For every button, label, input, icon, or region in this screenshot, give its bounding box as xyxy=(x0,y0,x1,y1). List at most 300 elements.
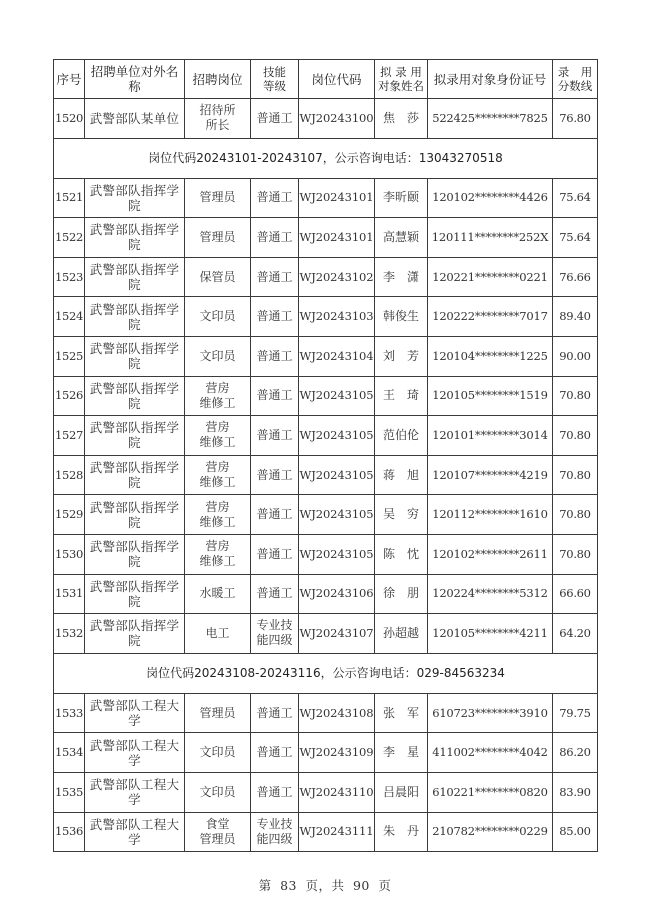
cell-position-code-text: WJ20243108 xyxy=(299,705,374,720)
table-row xyxy=(54,495,598,535)
cell-id-number xyxy=(428,772,553,812)
cell-org-text: 武警部队工程大学 xyxy=(89,816,180,847)
cell-position-text: 文印员 xyxy=(199,309,236,324)
footer-prefix: 第 xyxy=(258,878,272,893)
cell-position-code-text: WJ20243105 xyxy=(299,388,374,403)
cell-index-text: 1530 xyxy=(54,546,84,561)
cell-skill-level xyxy=(251,376,299,416)
cell-candidate-name-text: 刘 芳 xyxy=(382,348,419,363)
table-row xyxy=(54,455,598,495)
header-position-code: 岗位代码 xyxy=(299,60,375,99)
cell-position-text: 管理员 xyxy=(199,705,236,720)
cell-position xyxy=(185,257,251,297)
cell-position-code-text: WJ20243100 xyxy=(299,110,374,125)
cell-score xyxy=(553,416,598,456)
cell-candidate-name xyxy=(375,534,428,574)
cell-index xyxy=(54,574,85,614)
cell-position xyxy=(185,376,251,416)
cell-index xyxy=(54,257,85,297)
cell-position-code-text: WJ20243105 xyxy=(299,507,374,522)
cell-id-number-text: 522425********7825 xyxy=(432,110,548,125)
cell-score xyxy=(553,574,598,614)
cell-index xyxy=(54,297,85,337)
cell-position xyxy=(185,772,251,812)
cell-position-code-text: WJ20243105 xyxy=(299,467,374,482)
cell-position-code-text: WJ20243110 xyxy=(299,784,374,799)
cell-org-text: 武警部队指挥学院 xyxy=(89,222,180,253)
cell-score-text: 66.60 xyxy=(559,586,591,601)
cell-skill-level xyxy=(251,257,299,297)
cell-id-number-text: 120105********4211 xyxy=(432,625,548,640)
table-row xyxy=(54,614,598,654)
cell-position-text: 文印员 xyxy=(199,348,236,363)
cell-candidate-name-text: 徐 朋 xyxy=(382,586,419,601)
cell-candidate-name-text: 范伯伦 xyxy=(382,427,419,442)
table-row xyxy=(54,218,598,258)
cell-candidate-name-text: 吴 穷 xyxy=(382,507,419,522)
cell-position-code xyxy=(299,257,375,297)
total-page-count: 90 xyxy=(352,878,370,893)
cell-org-text: 武警部队指挥学院 xyxy=(89,380,180,411)
cell-position-code-text: WJ20243105 xyxy=(299,427,374,442)
cell-id-number xyxy=(428,614,553,654)
cell-id-number xyxy=(428,693,553,733)
footer-middle: 页，共 xyxy=(305,878,345,893)
cell-org-text: 武警部队指挥学院 xyxy=(89,420,180,451)
table-row xyxy=(54,812,598,852)
cell-candidate-name xyxy=(375,376,428,416)
cell-org-text: 武警部队指挥学院 xyxy=(89,341,180,372)
cell-skill-level xyxy=(251,693,299,733)
cell-index-text: 1535 xyxy=(54,784,84,799)
cell-position-code-text: WJ20243102 xyxy=(299,269,374,284)
cell-score xyxy=(553,178,598,218)
cell-skill-level xyxy=(251,218,299,258)
cell-index-text: 1520 xyxy=(54,110,84,125)
cell-org-text: 武警部队指挥学院 xyxy=(89,262,180,293)
cell-id-number xyxy=(428,376,553,416)
cell-position-code xyxy=(299,614,375,654)
cell-skill-level-text: 普通工 xyxy=(256,467,293,482)
current-page-number: 83 xyxy=(280,878,297,893)
cell-index-text: 1523 xyxy=(54,269,84,284)
cell-index-text: 1532 xyxy=(54,625,84,640)
header-skill-level: 技能 等级 xyxy=(251,60,299,99)
cell-score-text: 70.80 xyxy=(559,427,591,442)
table-header-row xyxy=(54,60,598,99)
cell-position xyxy=(185,495,251,535)
cell-position-text: 营房 维修工 xyxy=(199,539,236,569)
cell-position-text: 食堂 管理员 xyxy=(199,816,236,846)
cell-org-text: 武警部队指挥学院 xyxy=(89,182,180,213)
table-row xyxy=(54,772,598,812)
cell-org-text: 武警部队指挥学院 xyxy=(89,578,180,609)
table-row xyxy=(54,733,598,773)
cell-position xyxy=(185,455,251,495)
cell-index xyxy=(54,178,85,218)
cell-score xyxy=(553,812,598,852)
cell-position-code-text: WJ20243111 xyxy=(299,824,374,839)
cell-org-text: 武警部队指挥学院 xyxy=(89,539,180,570)
cell-candidate-name xyxy=(375,178,428,218)
cell-index xyxy=(54,336,85,376)
cell-org xyxy=(85,534,185,574)
cell-position xyxy=(185,733,251,773)
cell-index xyxy=(54,455,85,495)
cell-skill-level-text: 专业技 能四级 xyxy=(256,618,293,648)
cell-skill-level xyxy=(251,812,299,852)
cell-candidate-name-text: 李昕颐 xyxy=(382,190,419,205)
cell-org-text: 武警部队某单位 xyxy=(89,110,180,126)
cell-candidate-name xyxy=(375,455,428,495)
cell-index xyxy=(54,693,85,733)
cell-position-code xyxy=(299,99,375,139)
cell-id-number-text: 610221********0820 xyxy=(432,784,548,799)
cell-score xyxy=(553,336,598,376)
header-id-number: 拟录用对象身份证号 xyxy=(428,60,553,99)
cell-index xyxy=(54,416,85,456)
cell-candidate-name-text: 孙超越 xyxy=(382,625,419,640)
table-row xyxy=(54,257,598,297)
cell-id-number xyxy=(428,336,553,376)
table-row xyxy=(54,574,598,614)
cell-score xyxy=(553,614,598,654)
cell-position-text: 招待所 所长 xyxy=(199,103,236,133)
cell-id-number-text: 120221********0221 xyxy=(432,269,548,284)
header-score-line: 录 用 分数线 xyxy=(553,60,598,99)
cell-index-text: 1528 xyxy=(54,467,84,482)
cell-position-code-text: WJ20243105 xyxy=(299,546,374,561)
cell-id-number-text: 120102********4426 xyxy=(432,190,548,205)
cell-candidate-name-text: 朱 丹 xyxy=(382,824,419,839)
header-org: 招聘单位对外名称 xyxy=(85,60,185,99)
cell-id-number xyxy=(428,812,553,852)
cell-position-code-text: WJ20243104 xyxy=(299,348,374,363)
cell-score xyxy=(553,99,598,139)
cell-org xyxy=(85,733,185,773)
cell-score-text: 76.80 xyxy=(559,110,591,125)
cell-index xyxy=(54,495,85,535)
cell-position-text: 保管员 xyxy=(199,269,236,284)
cell-id-number xyxy=(428,495,553,535)
cell-position-code xyxy=(299,733,375,773)
cell-candidate-name xyxy=(375,218,428,258)
cell-candidate-name-text: 高慧颖 xyxy=(382,229,419,244)
cell-skill-level xyxy=(251,772,299,812)
cell-position-text: 文印员 xyxy=(199,784,236,799)
cell-skill-level xyxy=(251,574,299,614)
cell-id-number xyxy=(428,99,553,139)
cell-id-number-text: 120104********1225 xyxy=(432,348,548,363)
cell-skill-level xyxy=(251,416,299,456)
cell-score xyxy=(553,772,598,812)
cell-position-code xyxy=(299,495,375,535)
cell-id-number-text: 120105********1519 xyxy=(432,388,548,403)
cell-score xyxy=(553,495,598,535)
cell-candidate-name xyxy=(375,614,428,654)
cell-position xyxy=(185,614,251,654)
cell-position xyxy=(185,297,251,337)
cell-score-text: 83.90 xyxy=(559,784,591,799)
cell-candidate-name-text: 张 军 xyxy=(382,705,419,720)
cell-skill-level-text: 普通工 xyxy=(256,427,293,442)
table-row xyxy=(54,534,598,574)
cell-position-code xyxy=(299,693,375,733)
cell-id-number xyxy=(428,178,553,218)
cell-score xyxy=(553,218,598,258)
cell-skill-level-text: 普通工 xyxy=(256,348,293,363)
group-header-row xyxy=(54,653,598,693)
cell-position-text: 营房 维修工 xyxy=(199,420,236,450)
cell-id-number-text: 120101********3014 xyxy=(432,427,548,442)
cell-position xyxy=(185,218,251,258)
cell-index-text: 1526 xyxy=(54,388,84,403)
cell-candidate-name-text: 吕晨阳 xyxy=(382,784,419,799)
cell-org xyxy=(85,416,185,456)
cell-position-code xyxy=(299,178,375,218)
cell-skill-level-text: 普通工 xyxy=(256,784,293,799)
cell-org-text: 武警部队指挥学院 xyxy=(89,301,180,332)
cell-score xyxy=(553,376,598,416)
cell-position-code xyxy=(299,534,375,574)
cell-skill-level xyxy=(251,336,299,376)
cell-position-text: 管理员 xyxy=(199,229,236,244)
cell-score-text: 70.80 xyxy=(559,507,591,522)
cell-skill-level-text: 普通工 xyxy=(256,309,293,324)
cell-index-text: 1531 xyxy=(54,586,84,601)
table-row xyxy=(54,99,598,139)
cell-position xyxy=(185,693,251,733)
cell-candidate-name xyxy=(375,772,428,812)
cell-score-text: 64.20 xyxy=(559,625,591,640)
cell-position-code-text: WJ20243109 xyxy=(299,745,374,760)
cell-candidate-name-text: 焦 莎 xyxy=(382,110,419,125)
cell-score-text: 70.80 xyxy=(559,546,591,561)
cell-skill-level xyxy=(251,534,299,574)
cell-position-text: 管理员 xyxy=(199,190,236,205)
cell-position-code-text: WJ20243107 xyxy=(299,625,374,640)
cell-position-text: 电工 xyxy=(205,625,230,640)
table-row xyxy=(54,297,598,337)
cell-id-number xyxy=(428,455,553,495)
cell-skill-level xyxy=(251,297,299,337)
cell-org xyxy=(85,218,185,258)
cell-org xyxy=(85,574,185,614)
cell-candidate-name xyxy=(375,336,428,376)
cell-position-code-text: WJ20243103 xyxy=(299,309,374,324)
cell-score-text: 70.80 xyxy=(559,467,591,482)
cell-score-text: 85.00 xyxy=(559,824,591,839)
cell-skill-level-text: 普通工 xyxy=(256,269,293,284)
table-row xyxy=(54,376,598,416)
cell-index xyxy=(54,99,85,139)
header-index: 序号 xyxy=(54,60,85,99)
cell-position-text: 文印员 xyxy=(199,745,236,760)
cell-candidate-name-text: 韩俊生 xyxy=(382,309,419,324)
cell-skill-level-text: 普通工 xyxy=(256,388,293,403)
cell-index-text: 1525 xyxy=(54,348,84,363)
cell-org-text: 武警部队工程大学 xyxy=(89,737,180,768)
cell-position-code xyxy=(299,812,375,852)
cell-id-number xyxy=(428,218,553,258)
recruitment-table xyxy=(53,59,598,852)
cell-position-text: 水暖工 xyxy=(199,586,236,601)
cell-id-number xyxy=(428,534,553,574)
cell-score-text: 79.75 xyxy=(559,705,591,720)
cell-org-text: 武警部队指挥学院 xyxy=(89,618,180,649)
cell-candidate-name xyxy=(375,297,428,337)
cell-index xyxy=(54,534,85,574)
cell-position-code xyxy=(299,574,375,614)
cell-candidate-name xyxy=(375,733,428,773)
cell-position xyxy=(185,99,251,139)
cell-score xyxy=(553,257,598,297)
cell-candidate-name-text: 王 琦 xyxy=(382,388,419,403)
cell-score-text: 70.80 xyxy=(559,388,591,403)
cell-id-number xyxy=(428,297,553,337)
cell-candidate-name xyxy=(375,257,428,297)
cell-id-number xyxy=(428,257,553,297)
cell-score xyxy=(553,733,598,773)
cell-index-text: 1527 xyxy=(54,427,84,442)
cell-position-code xyxy=(299,297,375,337)
cell-position xyxy=(185,574,251,614)
cell-candidate-name xyxy=(375,693,428,733)
cell-id-number-text: 120222********7017 xyxy=(432,309,548,324)
cell-index xyxy=(54,772,85,812)
cell-org xyxy=(85,257,185,297)
cell-org-text: 武警部队指挥学院 xyxy=(89,460,180,491)
cell-score-text: 75.64 xyxy=(559,190,591,205)
cell-candidate-name xyxy=(375,574,428,614)
header-candidate-name: 拟 录 用 对象姓名 xyxy=(375,60,428,99)
cell-id-number xyxy=(428,416,553,456)
cell-org xyxy=(85,297,185,337)
cell-candidate-name-text: 陈 忱 xyxy=(382,546,419,561)
group-contact-label: 岗位代码20243101-20243107，公示咨询电话：13043270518 xyxy=(54,138,598,178)
cell-org xyxy=(85,495,185,535)
cell-index xyxy=(54,733,85,773)
table-row xyxy=(54,416,598,456)
group-header-row xyxy=(54,138,598,178)
cell-org xyxy=(85,693,185,733)
cell-position xyxy=(185,178,251,218)
cell-index xyxy=(54,614,85,654)
cell-skill-level xyxy=(251,178,299,218)
cell-org xyxy=(85,455,185,495)
cell-position-code xyxy=(299,455,375,495)
cell-score xyxy=(553,693,598,733)
header-position: 招聘岗位 xyxy=(185,60,251,99)
cell-skill-level-text: 普通工 xyxy=(256,745,293,760)
cell-skill-level xyxy=(251,614,299,654)
cell-org xyxy=(85,178,185,218)
group-contact-label: 岗位代码20243108-20243116，公示咨询电话：029-84563234 xyxy=(54,653,598,693)
cell-candidate-name-text: 蒋 旭 xyxy=(382,467,419,482)
cell-index xyxy=(54,812,85,852)
cell-score xyxy=(553,534,598,574)
cell-score xyxy=(553,297,598,337)
cell-skill-level xyxy=(251,99,299,139)
cell-skill-level-text: 普通工 xyxy=(256,229,293,244)
cell-candidate-name xyxy=(375,99,428,139)
cell-position-code xyxy=(299,336,375,376)
cell-skill-level-text: 专业技 能四级 xyxy=(256,816,293,846)
cell-position xyxy=(185,416,251,456)
cell-index-text: 1524 xyxy=(54,309,84,324)
cell-org xyxy=(85,614,185,654)
cell-score-text: 86.20 xyxy=(559,745,591,760)
cell-index-text: 1534 xyxy=(54,745,84,760)
cell-score xyxy=(553,455,598,495)
cell-candidate-name-text: 李 星 xyxy=(382,745,419,760)
cell-position-code xyxy=(299,416,375,456)
cell-id-number-text: 120102********2611 xyxy=(432,546,548,561)
cell-skill-level-text: 普通工 xyxy=(256,190,293,205)
cell-candidate-name-text: 李 潇 xyxy=(382,269,419,284)
cell-org-text: 武警部队工程大学 xyxy=(89,777,180,808)
cell-id-number-text: 120112********1610 xyxy=(432,507,548,522)
cell-score-text: 89.40 xyxy=(559,309,591,324)
cell-skill-level-text: 普通工 xyxy=(256,507,293,522)
cell-id-number-text: 210782********0229 xyxy=(432,824,548,839)
cell-candidate-name xyxy=(375,812,428,852)
cell-index-text: 1536 xyxy=(54,824,84,839)
table-row xyxy=(54,178,598,218)
cell-skill-level xyxy=(251,495,299,535)
cell-index-text: 1521 xyxy=(54,190,84,205)
cell-skill-level xyxy=(251,455,299,495)
cell-candidate-name xyxy=(375,495,428,535)
cell-org xyxy=(85,99,185,139)
cell-score-text: 76.66 xyxy=(559,269,591,284)
cell-score-text: 90.00 xyxy=(559,348,591,363)
cell-index xyxy=(54,218,85,258)
cell-id-number-text: 610723********3910 xyxy=(432,705,548,720)
cell-id-number-text: 120224********5312 xyxy=(432,586,548,601)
cell-position-code xyxy=(299,376,375,416)
cell-org xyxy=(85,812,185,852)
cell-org xyxy=(85,336,185,376)
cell-position xyxy=(185,336,251,376)
cell-id-number-text: 120111********252X xyxy=(431,229,549,244)
footer-suffix: 页 xyxy=(378,878,392,893)
cell-position-code-text: WJ20243101 xyxy=(299,229,374,244)
cell-position xyxy=(185,534,251,574)
cell-skill-level-text: 普通工 xyxy=(256,110,293,125)
cell-position-text: 营房 维修工 xyxy=(199,380,236,410)
cell-position-code-text: WJ20243106 xyxy=(299,586,374,601)
page-footer xyxy=(0,876,650,894)
cell-index-text: 1529 xyxy=(54,507,84,522)
cell-index xyxy=(54,376,85,416)
cell-skill-level xyxy=(251,733,299,773)
cell-candidate-name xyxy=(375,416,428,456)
cell-id-number xyxy=(428,574,553,614)
cell-position-text: 营房 维修工 xyxy=(199,499,236,529)
cell-score-text: 75.64 xyxy=(559,229,591,244)
cell-index-text: 1522 xyxy=(54,229,84,244)
cell-skill-level-text: 普通工 xyxy=(256,705,293,720)
table-row xyxy=(54,693,598,733)
cell-id-number-text: 120107********4219 xyxy=(432,467,548,482)
cell-id-number xyxy=(428,733,553,773)
cell-skill-level-text: 普通工 xyxy=(256,546,293,561)
cell-position xyxy=(185,812,251,852)
cell-position-code xyxy=(299,218,375,258)
cell-org-text: 武警部队工程大学 xyxy=(89,698,180,729)
cell-position-code xyxy=(299,772,375,812)
